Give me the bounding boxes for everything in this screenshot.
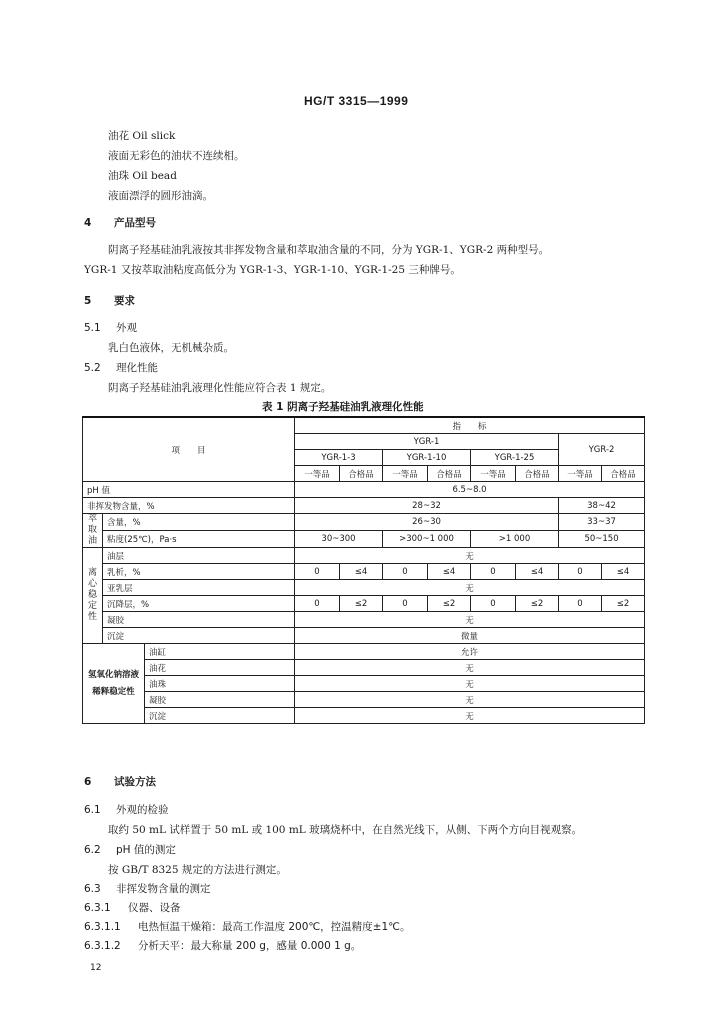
row-label: 沉淀: [103, 628, 295, 644]
table-row: [83, 660, 645, 676]
section-6-1-heading: [84, 802, 169, 817]
group-label-line: 稀释稳定性: [92, 686, 135, 697]
section-title: pH 值的测定: [116, 844, 176, 856]
row-label: 油花: [145, 660, 295, 676]
table-row: [83, 612, 645, 628]
section-6-3-heading: [84, 881, 211, 896]
standard-code-header: HG/T 3315—1999: [304, 94, 409, 108]
table-row: [83, 564, 645, 580]
section-number: 5.2: [84, 362, 101, 374]
table-row: [83, 692, 645, 708]
row-label: 粘度(25℃)，Pa·s: [103, 531, 295, 548]
cell-value: 无: [295, 580, 645, 596]
item-text: 电热恒温干燥箱：最高工作温度 200℃，控温精度±1℃。: [138, 921, 411, 933]
header-grade: YGR-1-25: [471, 450, 559, 466]
section-title: 理化性能: [116, 362, 158, 374]
section-title: 外观: [116, 322, 137, 334]
table-row: [83, 482, 645, 498]
row-label: 凝胶: [103, 612, 295, 628]
header-grade: YGR-1-3: [295, 450, 383, 466]
section-5-2-text: 阴离子羟基硅油乳液理化性能应符合表 1 规定。: [108, 382, 332, 394]
table-row: [83, 628, 645, 644]
cell-value: ≤2: [516, 596, 559, 612]
cell-value: 0: [559, 596, 602, 612]
cell-value: 28~32: [295, 498, 559, 514]
section-6-3-1-heading: [84, 900, 181, 915]
definition-term: 油花 Oil slick: [108, 130, 176, 142]
table-row: [83, 644, 645, 660]
header-first-class: 一等品: [295, 466, 340, 482]
cell-value: 无: [295, 692, 645, 708]
cell-value: 26~30: [295, 514, 559, 531]
cell-value: ≤2: [602, 596, 645, 612]
group-label: 萃取油: [83, 514, 103, 548]
definition-text: 液面漂浮的圆形油滴。: [108, 190, 213, 202]
header-first-class: 一等品: [383, 466, 428, 482]
section-number: 6.1: [84, 804, 101, 816]
section-number: 6.3.1.2: [84, 940, 121, 952]
cell-value: >300~1 000: [383, 531, 471, 548]
section-6-heading: [84, 774, 156, 789]
cell-value: ≤4: [516, 564, 559, 580]
section-4-paragraph-line2: YGR-1 又按萃取油粘度高低分为 YGR-1-3、YGR-1-10、YGR-1-25 三种牌号。: [84, 264, 461, 276]
header-qualified: 合格品: [340, 466, 383, 482]
cell-value: 无: [295, 708, 645, 724]
row-label: 沉降层，%: [103, 596, 295, 612]
group-label: 离心稳定性: [83, 548, 103, 644]
cell-value: 0: [295, 564, 340, 580]
section-6-3-1-2-text: [84, 938, 361, 953]
row-label: 凝胶: [145, 692, 295, 708]
properties-table: [82, 416, 645, 724]
header-qualified: 合格品: [428, 466, 471, 482]
definition-term: 油珠 Oil bead: [108, 170, 177, 182]
section-title: 要求: [114, 295, 135, 307]
cell-value: 允许: [295, 644, 645, 660]
item-text: 分析天平：最大称量 200 g，感量 0.000 1 g。: [138, 940, 362, 952]
section-6-2-heading: [84, 842, 176, 857]
header-ygr2: YGR-2: [559, 434, 645, 466]
section-number: 5: [84, 295, 92, 307]
page-number: 12: [90, 963, 102, 973]
cell-value: ≤2: [428, 596, 471, 612]
row-label: 沉淀: [145, 708, 295, 724]
row-label: 乳析，%: [103, 564, 295, 580]
cell-value: 0: [559, 564, 602, 580]
cell-value: 无: [295, 676, 645, 692]
section-number: 6: [84, 776, 92, 788]
section-5-2-heading: [84, 360, 158, 375]
row-label: 油珠: [145, 676, 295, 692]
section-number: 4: [84, 217, 92, 229]
section-6-1-text: 取约 50 mL 试样置于 50 mL 或 100 mL 玻璃烧杯中，在自然光线下，从侧、下两个方向目视观察。: [108, 824, 583, 836]
cell-value: ≤4: [340, 564, 383, 580]
group-label-line: 氢氧化钠溶液: [87, 669, 139, 680]
row-label: 油缸: [145, 644, 295, 660]
cell-value: >1 000: [471, 531, 559, 548]
table-row: [83, 514, 645, 531]
cell-value: 0: [383, 564, 428, 580]
header-ygr1: YGR-1: [295, 434, 559, 450]
table-row: [83, 548, 645, 564]
row-label: 含量，%: [103, 514, 295, 531]
header-qualified: 合格品: [516, 466, 559, 482]
definition-text: 液面无彩色的油状不连续相。: [108, 150, 245, 162]
section-number: 6.3: [84, 883, 101, 895]
cell-value: 6.5~8.0: [295, 482, 645, 498]
section-title: 外观的检验: [116, 804, 169, 816]
section-title: 非挥发物含量的测定: [116, 883, 211, 895]
section-number: 6.3.1.1: [84, 921, 121, 933]
section-title: 产品型号: [114, 217, 156, 229]
table-row: [83, 417, 645, 434]
table-caption: 表 1 阴离子羟基硅油乳液理化性能: [262, 401, 424, 413]
cell-value: 0: [383, 596, 428, 612]
cell-value: ≤4: [602, 564, 645, 580]
table-row: [83, 531, 645, 548]
header-qualified: 合格品: [602, 466, 645, 482]
header-index: 指 标: [295, 417, 645, 434]
cell-value: ≤4: [428, 564, 471, 580]
group-label: [83, 644, 145, 724]
table-row: [83, 498, 645, 514]
table-row: [83, 596, 645, 612]
section-5-heading: [84, 293, 135, 308]
header-first-class: 一等品: [559, 466, 602, 482]
cell-value: 微量: [295, 628, 645, 644]
section-4-paragraph-line1: 阴离子羟基硅油乳液按其非挥发物含量和萃取油含量的不同，分为 YGR-1、YGR-2 两种型号。: [108, 244, 550, 256]
section-6-3-1-1-text: [84, 919, 410, 934]
cell-value: 0: [471, 564, 516, 580]
cell-value: 30~300: [295, 531, 383, 548]
cell-value: 无: [295, 612, 645, 628]
header-grade: YGR-1-10: [383, 450, 471, 466]
header-first-class: 一等品: [471, 466, 516, 482]
section-6-2-text: 按 GB/T 8325 规定的方法进行测定。: [108, 864, 287, 876]
header-item: 项 目: [83, 417, 295, 482]
cell-value: ≤2: [340, 596, 383, 612]
table-row: [83, 580, 645, 596]
section-title: 仪器、设备: [128, 902, 181, 914]
section-5-1-text: 乳白色液体，无机械杂质。: [108, 342, 234, 354]
section-title: 试验方法: [114, 776, 156, 788]
table-row: [83, 676, 645, 692]
section-number: 6.2: [84, 844, 101, 856]
table-row: [83, 708, 645, 724]
cell-value: 无: [295, 660, 645, 676]
section-number: 5.1: [84, 322, 101, 334]
row-label: 油层: [103, 548, 295, 564]
cell-value: 无: [295, 548, 645, 564]
section-number: 6.3.1: [84, 902, 111, 914]
row-label: 非挥发物含量，%: [83, 498, 295, 514]
cell-value: 0: [471, 596, 516, 612]
section-5-1-heading: [84, 320, 137, 335]
row-label: pH 值: [83, 482, 295, 498]
cell-value: 0: [295, 596, 340, 612]
cell-value: 50~150: [559, 531, 645, 548]
cell-value: 38~42: [559, 498, 645, 514]
section-4-heading: [84, 215, 156, 230]
cell-value: 33~37: [559, 514, 645, 531]
row-label: 亚乳层: [103, 580, 295, 596]
